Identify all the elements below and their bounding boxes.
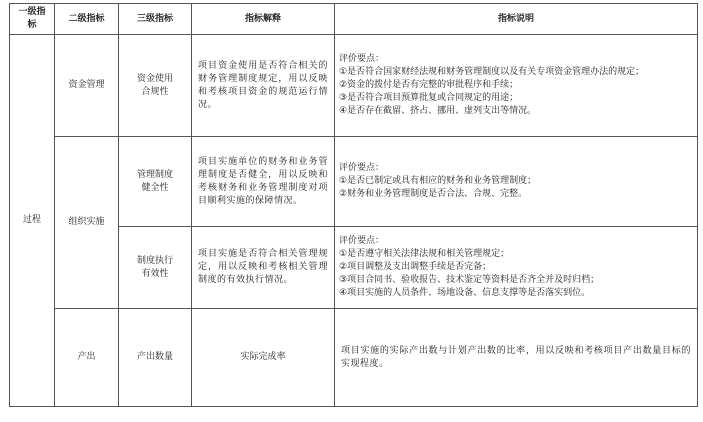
header-level3: 三级指标 <box>119 4 192 35</box>
description-line: ②资金的拨付是否有完整的审批程序和手续； <box>339 80 519 90</box>
header-level2: 二级指标 <box>55 4 119 35</box>
header-explanation: 指标解释 <box>192 4 335 35</box>
description-line: ①是否已制定或具有相应的财务和业务管理制度； <box>339 176 537 186</box>
description-line: ③是否符合项目预算批复或合同规定的用途； <box>339 93 519 103</box>
description-line: ①是否遵守相关法律法规和相关管理规定； <box>339 249 510 259</box>
header-level1: 一级指标 <box>10 4 55 35</box>
table-row <box>10 35 698 137</box>
description-line: ④项目实施的人员条件、场地设备、信息支撑等是否落实到位。 <box>339 288 591 298</box>
description-line: 评价要点： <box>339 236 385 246</box>
level3-cell: 资金使用合规性 <box>119 35 192 137</box>
level1-output: 产出 <box>55 309 119 407</box>
header-row <box>10 4 698 35</box>
explanation-cell: 项目资金使用是否符合相关的财务管理制度规定，用以反映和考核项目资金的规范运行情况。 <box>192 35 335 137</box>
level2-organization-implementation: 组织实施 <box>55 137 119 309</box>
description-line: ②项目调整及支出调整手续是否完备； <box>339 262 492 272</box>
level3-cell: 制度执行有效性 <box>119 227 192 309</box>
table-row <box>10 137 698 227</box>
level3-cell: 管理制度健全性 <box>119 137 192 227</box>
description-line: 评价要点： <box>339 163 385 173</box>
level1-process: 过程 <box>10 35 55 407</box>
header-description: 指标说明 <box>335 4 698 35</box>
explanation-cell: 项目实施单位的财务和业务管理制度是否健全，用以反映和考核财务和业务管理制度对项目顺利实施的保障情况。 <box>192 137 335 227</box>
description-line: 评价要点： <box>339 54 385 64</box>
level2-funds-management: 资金管理 <box>55 35 119 137</box>
indicator-table <box>9 3 698 407</box>
description-cell <box>335 227 698 309</box>
description-cell <box>335 35 698 137</box>
explanation-cell: 项目实施的实际产出数与计划产出数的比率，用以反映和考核项目产出数量目标的实现程度。 <box>335 309 698 407</box>
table-row <box>10 309 698 407</box>
explanation-cell: 项目实施是否符合相关管理规定，用以反映和考核相关管理制度的有效执行情况。 <box>192 227 335 309</box>
indicator-table-sheet <box>9 3 697 407</box>
description-line: ④是否存在截留、挤占、挪用、虚列支出等情况。 <box>339 106 537 116</box>
level2-output-quantity: 产出数量 <box>119 309 192 407</box>
description-line: ②财务和业务管理制度是否合法、合规、完整。 <box>339 189 528 199</box>
level3-cell: 实际完成率 <box>192 309 335 407</box>
description-line: ③项目合同书、验收报告、技术鉴定等资料是否齐全并及时归档； <box>339 275 600 285</box>
description-cell <box>335 137 698 227</box>
description-line: ①是否符合国家财经法规和财务管理制度以及有关专项资金管理办法的规定； <box>339 67 645 77</box>
